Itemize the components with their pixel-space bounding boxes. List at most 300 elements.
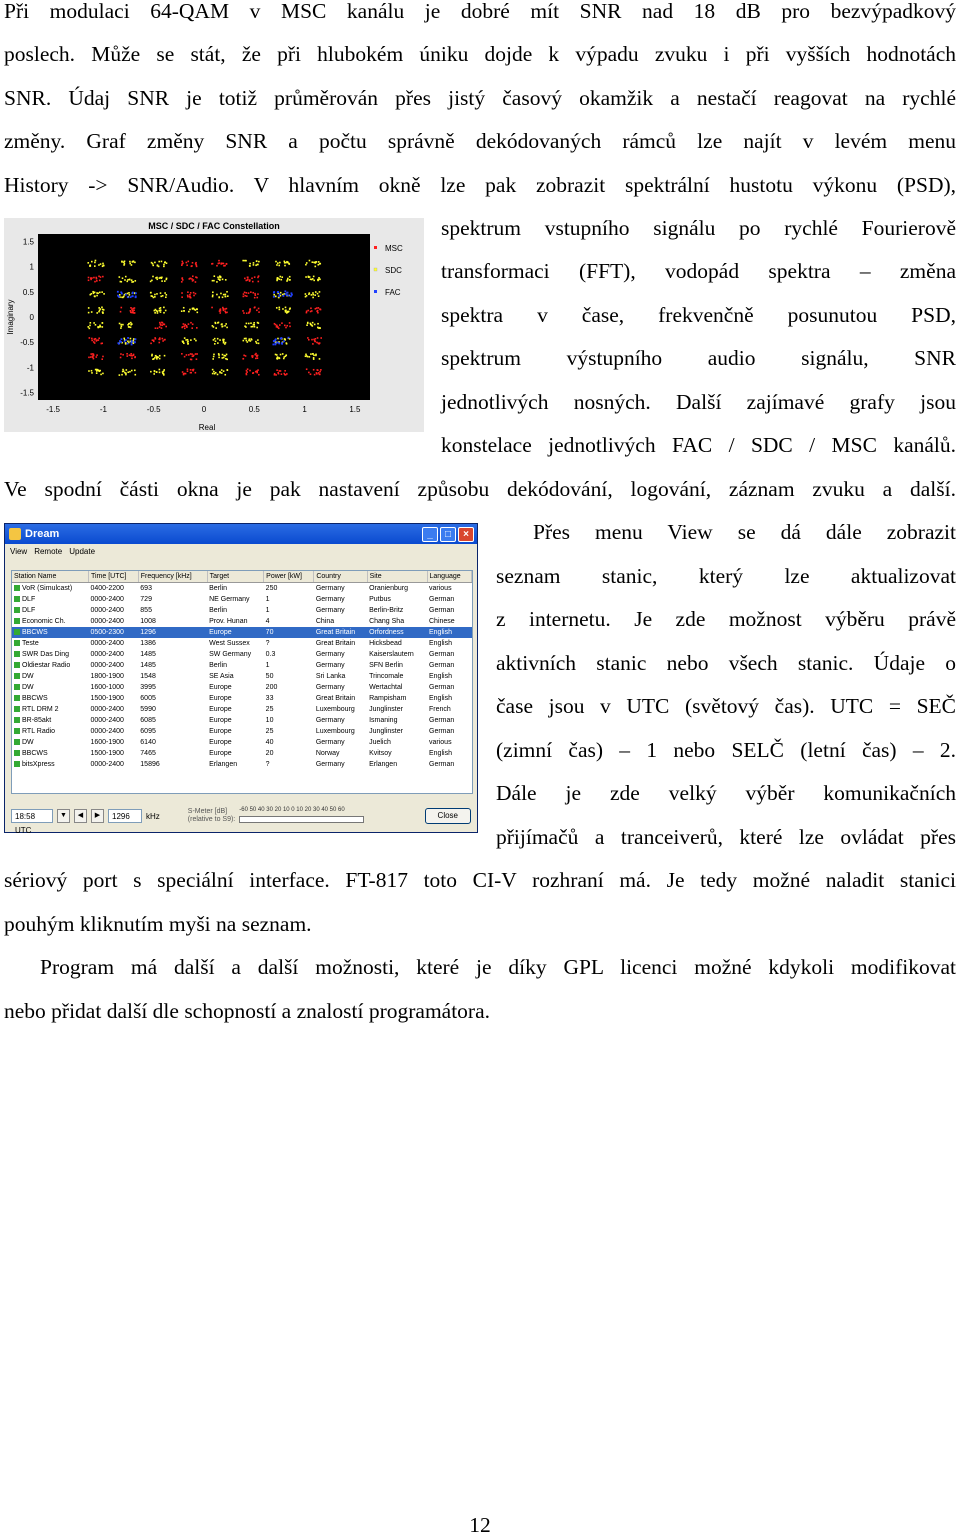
station-row[interactable] [12, 682, 472, 693]
text-line: Ve spodní části okna je pak nastavení způsobu dekódování, logování, záznam zvuku a další. [4, 477, 956, 501]
constellation-point [164, 280, 166, 282]
x-tick-label: 0.5 [248, 405, 260, 414]
station-row[interactable] [12, 594, 472, 605]
text-line: (zimní čas) – 1 nebo SELČ (letní čas) – 2. [496, 738, 956, 762]
station-row[interactable] [12, 605, 472, 616]
constellation-point [313, 280, 315, 282]
cell: 40 [265, 739, 274, 746]
constellation-point [133, 338, 135, 340]
cell: China [315, 618, 335, 625]
constellation-point [192, 262, 194, 264]
station-row[interactable] [12, 638, 472, 649]
constellation-point [249, 263, 251, 265]
constellation-point [102, 263, 104, 265]
constellation-point [257, 264, 259, 266]
constellation-point [318, 372, 320, 374]
constellation-point [312, 297, 314, 299]
constellation-point [218, 353, 220, 355]
constellation-point [163, 266, 165, 268]
cell: Chang Sha [369, 618, 405, 625]
station-row[interactable] [12, 737, 472, 748]
cell: 6140 [140, 739, 156, 746]
column-header[interactable]: Language [427, 571, 472, 583]
constellation-point [129, 261, 131, 263]
constellation-point [316, 307, 318, 309]
station-list[interactable] [11, 570, 473, 794]
constellation-point [163, 307, 165, 309]
constellation-point [247, 341, 249, 343]
constellation-point [193, 295, 195, 297]
constellation-point [312, 292, 314, 294]
constellation-point [187, 341, 189, 343]
constellation-point [162, 324, 164, 326]
station-row[interactable] [12, 726, 472, 737]
constellation-point [153, 373, 155, 375]
constellation-point [225, 296, 227, 298]
constellation-point [182, 340, 184, 342]
constellation-point [89, 294, 91, 296]
cell: 1800-1900 [90, 673, 124, 680]
cell: 250 [265, 585, 278, 592]
constellation-point [100, 276, 102, 278]
utc-time-display: 18:58 UTC [11, 809, 53, 823]
status-indicator-icon [14, 673, 20, 679]
constellation-point [103, 309, 105, 311]
constellation-point [190, 372, 192, 374]
close-icon[interactable]: × [458, 527, 474, 542]
constellation-point [305, 355, 307, 357]
constellation-point [89, 328, 91, 330]
constellation-point [120, 291, 122, 293]
text-line: History -> SNR/Audio. V hlavním okně lze pak zobrazit spektrální hustotu výkonu (PSD), [4, 173, 956, 197]
constellation-point [187, 291, 189, 293]
constellation-point [279, 324, 281, 326]
cell: German [429, 761, 455, 768]
constellation-point [244, 278, 246, 280]
constellation-point [319, 278, 321, 280]
step-right-icon[interactable]: ▶ [91, 809, 104, 823]
constellation-point [90, 353, 92, 355]
cell: NE Germany [209, 596, 250, 603]
constellation-point [129, 279, 131, 281]
constellation-point [320, 369, 322, 371]
cell: 15896 [140, 761, 160, 768]
constellation-point [134, 280, 136, 282]
constellation-point [98, 337, 100, 339]
constellation-point [190, 359, 192, 361]
cell: 1500-1900 [90, 695, 124, 702]
constellation-point [190, 292, 192, 294]
station-row[interactable] [12, 627, 472, 638]
constellation-point [289, 276, 291, 278]
x-tick-label: -0.5 [146, 405, 161, 414]
constellation-point [318, 295, 320, 297]
cell: Europe [209, 728, 232, 735]
constellation-point [305, 293, 307, 295]
cell: Sri Lanka [315, 673, 346, 680]
text-line: nebo přidat další dle schopností a znalostí programátora. [4, 999, 491, 1023]
constellation-point [226, 359, 228, 361]
constellation-point [318, 261, 320, 263]
constellation-point [245, 280, 247, 282]
cell: 855 [140, 607, 152, 614]
column-header[interactable]: Target [207, 571, 264, 583]
cell: German [429, 607, 455, 614]
legend-marker-msc [374, 246, 377, 249]
smeter-label: S-Meter [dB] [187, 808, 228, 815]
constellation-point [217, 374, 219, 376]
constellation-point [95, 324, 97, 326]
constellation-point [100, 263, 102, 265]
constellation-point [127, 296, 129, 298]
constellation-point [95, 356, 97, 358]
constellation-point [213, 275, 215, 277]
cell: Chinese [429, 618, 455, 625]
constellation-point [101, 358, 103, 360]
constellation-point [278, 327, 280, 329]
cell: Erlangen [369, 761, 398, 768]
column-header[interactable]: Frequency [kHz] [138, 571, 207, 583]
column-header[interactable]: Time [UTC] [88, 571, 138, 583]
cell: Hicksbead [369, 640, 402, 647]
constellation-point [127, 371, 129, 373]
cell: Prov. Hunan [209, 618, 248, 625]
constellation-point [213, 371, 215, 373]
constellation-point [87, 326, 89, 328]
constellation-point [190, 353, 192, 355]
constellation-point [130, 310, 132, 312]
constellation-point [212, 295, 214, 297]
constellation-point [248, 312, 250, 314]
cell: Berlin-Britz [369, 607, 404, 614]
constellation-point [89, 337, 91, 339]
maximize-icon[interactable]: □ [440, 527, 456, 542]
station-row[interactable] [12, 660, 472, 671]
menu-item-update[interactable]: Update [69, 546, 96, 556]
constellation-point [130, 307, 132, 309]
station-row[interactable] [12, 693, 472, 704]
constellation-point [224, 265, 226, 267]
constellation-point [91, 372, 93, 374]
minimize-icon[interactable]: _ [422, 527, 438, 542]
constellation-point [317, 337, 319, 339]
constellation-point [184, 325, 186, 327]
constellation-point [193, 279, 195, 281]
constellation-point [160, 324, 162, 326]
constellation-point [184, 373, 186, 375]
constellation-point [284, 370, 286, 372]
status-indicator-icon [14, 739, 20, 745]
constellation-point [279, 293, 281, 295]
column-header[interactable]: Station Name [12, 571, 88, 583]
constellation-point [98, 307, 100, 309]
constellation-point [320, 337, 322, 339]
constellation-point [306, 312, 308, 314]
constellation-point [307, 310, 309, 312]
constellation-point [219, 312, 221, 314]
constellation-point [195, 340, 197, 342]
cell: Luxembourg [315, 706, 355, 713]
cell: Berlin [209, 662, 227, 669]
constellation-point [88, 279, 90, 281]
constellation-point [91, 311, 93, 313]
constellation-point [226, 263, 228, 265]
constellation-point [156, 356, 158, 358]
constellation-point [164, 262, 166, 264]
constellation-point [289, 279, 291, 281]
text-line: změny. Graf změny SNR a počtu správně dekódovaných rámců lze najít v levém menu [4, 129, 956, 153]
constellation-point [320, 309, 322, 311]
constellation-point [126, 369, 128, 371]
constellation-point [279, 358, 281, 360]
y-tick-label: -1 [26, 363, 34, 373]
cell: Germany [315, 717, 345, 724]
frequency-input[interactable]: 1296 [108, 809, 142, 823]
constellation-point [187, 343, 189, 345]
constellation-point [184, 328, 186, 330]
status-indicator-icon [14, 618, 20, 624]
constellation-point [161, 327, 163, 329]
constellation-point [249, 370, 251, 372]
constellation-point [119, 323, 121, 325]
constellation-point [223, 310, 225, 312]
cell: Erlangen [209, 761, 238, 768]
constellation-point [257, 339, 259, 341]
cell: English [429, 750, 452, 757]
constellation-point [252, 326, 254, 328]
constellation-point [275, 374, 277, 376]
constellation-point [312, 322, 314, 324]
constellation-point [134, 312, 136, 314]
cell: RTL Radio [22, 728, 56, 735]
cell: Europe [209, 750, 232, 757]
cell: 33 [265, 695, 274, 702]
constellation-point [212, 280, 214, 282]
constellation-point [253, 262, 255, 264]
constellation-point [158, 342, 160, 344]
constellation-point [187, 295, 189, 297]
cell: Oranienburg [369, 585, 408, 592]
constellation-point [251, 339, 253, 341]
constellation-point [124, 279, 126, 281]
constellation-point [223, 341, 225, 343]
constellation-point [317, 310, 319, 312]
station-row[interactable] [12, 748, 472, 759]
station-row[interactable] [12, 704, 472, 715]
constellation-point [257, 293, 259, 295]
constellation-point [155, 277, 157, 279]
text-line: pouhým kliknutím myši na seznam. [4, 912, 312, 936]
cell: 25 [265, 728, 274, 735]
arrow-down-icon[interactable]: ▼ [57, 809, 70, 823]
constellation-point [124, 260, 126, 262]
constellation-point [279, 262, 281, 264]
cell: 1386 [140, 640, 156, 647]
constellation-point [225, 355, 227, 357]
menu-item-remote[interactable]: Remote [34, 546, 63, 556]
constellation-point [134, 307, 136, 309]
dream-station-window [4, 523, 478, 833]
constellation-point [163, 369, 165, 371]
constellation-point [313, 262, 315, 264]
page-number: 12 [469, 1513, 491, 1537]
station-row[interactable] [12, 715, 472, 726]
constellation-point [224, 343, 226, 345]
constellation-point [96, 372, 98, 374]
constellation-point [154, 371, 156, 373]
smeter-label-group [188, 808, 235, 824]
constellation-point [182, 262, 184, 264]
constellation-point [308, 339, 310, 341]
constellation-point [88, 312, 90, 314]
cell: 0000-2400 [90, 717, 124, 724]
constellation-point [246, 295, 248, 297]
legend-label: SDC [385, 266, 402, 275]
cell: 5990 [140, 706, 156, 713]
text-line: Přes menu View se dá dále zobrazit [533, 520, 956, 544]
constellation-point [319, 327, 321, 329]
text-line: přijímačů a tranceiverů, které lze ovládat přes [496, 825, 956, 849]
constellation-point [245, 338, 247, 340]
cell: 25 [265, 706, 274, 713]
constellation-point [183, 323, 185, 325]
constellation-point [130, 353, 132, 355]
constellation-point [150, 343, 152, 345]
constellation-point [125, 276, 127, 278]
constellation-point [102, 312, 104, 314]
x-axis-label: Real [198, 423, 216, 432]
constellation-point [319, 374, 321, 376]
constellation-point [226, 354, 228, 356]
constellation-point [280, 354, 282, 356]
constellation-point [134, 374, 136, 376]
constellation-point [193, 307, 195, 309]
constellation-point [281, 276, 283, 278]
constellation-point [226, 327, 228, 329]
constellation-point [310, 311, 312, 313]
constellation-point [319, 291, 321, 293]
constellation-point [213, 280, 215, 282]
cell: 1 [265, 662, 270, 669]
constellation-point [216, 281, 218, 283]
y-tick-label: 0.5 [22, 287, 34, 297]
constellation-point [272, 344, 274, 346]
constellation-point [134, 338, 136, 340]
y-tick-label: 1 [29, 262, 34, 272]
constellation-point [305, 264, 307, 266]
constellation-point [91, 277, 93, 279]
constellation-point [129, 323, 131, 325]
column-header[interactable]: Site [367, 571, 427, 583]
constellation-point [257, 357, 259, 359]
menu-bar [5, 544, 477, 558]
legend-marker-sdc [374, 268, 377, 271]
constellation-point [94, 342, 96, 344]
close-button[interactable]: Close [425, 808, 471, 824]
cell: English [429, 695, 452, 702]
constellation-point [164, 324, 166, 326]
constellation-point [283, 358, 285, 360]
constellation-point [254, 294, 256, 296]
constellation-point [254, 326, 256, 328]
column-header[interactable]: Power [kW] [264, 571, 314, 583]
constellation-point [249, 309, 251, 311]
station-row[interactable] [12, 759, 472, 770]
constellation-point [283, 295, 285, 297]
constellation-point [134, 262, 136, 264]
cell: 3995 [140, 684, 156, 691]
step-left-icon[interactable]: ◀ [74, 809, 87, 823]
smeter-scale: -60 50 40 30 20 10 0 10 20 30 40 50 60 [239, 807, 345, 813]
cell: 1 [265, 607, 270, 614]
constellation-point [96, 354, 98, 356]
constellation-point [121, 281, 123, 283]
station-row[interactable] [12, 671, 472, 682]
cell: West Sussex [209, 640, 250, 647]
constellation-point [275, 296, 277, 298]
cell: Great Britain [315, 695, 356, 702]
column-header[interactable]: Country [314, 571, 367, 583]
cell: Europe [209, 717, 232, 724]
cell: 1500-1900 [90, 750, 124, 757]
constellation-point [314, 266, 316, 268]
constellation-point [181, 296, 183, 298]
constellation-point [154, 296, 156, 298]
constellation-point [277, 326, 279, 328]
cell: VoR (Simulcast) [22, 585, 73, 592]
constellation-point [196, 358, 198, 360]
constellation-point [278, 343, 280, 345]
constellation-point [305, 354, 307, 356]
constellation-point [131, 341, 133, 343]
constellation-point [276, 342, 278, 344]
cell: 10 [265, 717, 274, 724]
station-row[interactable] [12, 649, 472, 660]
cell: Germany [315, 651, 345, 658]
constellation-point [123, 370, 125, 372]
y-tick-label: -1.5 [20, 388, 34, 398]
constellation-point [152, 358, 154, 360]
constellation-point [132, 310, 134, 312]
cell: 0000-2400 [90, 706, 124, 713]
constellation-point [243, 355, 245, 357]
constellation-point [225, 279, 227, 281]
constellation-point [182, 279, 184, 281]
status-indicator-icon [14, 706, 20, 712]
constellation-point [286, 280, 288, 282]
constellation-point [285, 293, 287, 295]
constellation-point [313, 339, 315, 341]
station-row[interactable] [12, 583, 472, 595]
constellation-point [256, 260, 258, 262]
constellation-point [129, 371, 131, 373]
constellation-point [319, 263, 321, 265]
constellation-point [305, 276, 307, 278]
menu-item-view[interactable]: View [10, 546, 28, 556]
constellation-point [182, 371, 184, 373]
constellation-point [189, 296, 191, 298]
station-row[interactable] [12, 616, 472, 627]
constellation-point [94, 281, 96, 283]
cell: DLF [22, 596, 36, 603]
cell: Trincomale [369, 673, 404, 680]
constellation-point [311, 339, 313, 341]
constellation-point [223, 263, 225, 265]
constellation-point [189, 294, 191, 296]
constellation-point [157, 265, 159, 267]
constellation-point [94, 262, 96, 264]
constellation-point [132, 311, 134, 313]
